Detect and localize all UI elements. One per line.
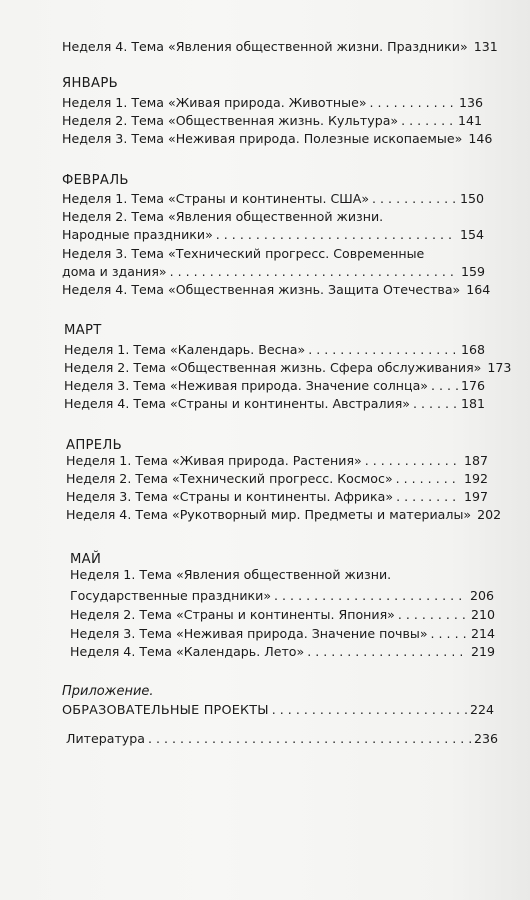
leader-dots [216, 226, 457, 244]
month-heading-february: ФЕВРАЛЬ [62, 173, 129, 188]
toc-entry-title: Неделя 3. Тема «Неживая природа. Значение почвы» [70, 626, 428, 641]
toc-entry [62, 281, 491, 299]
toc-entry [62, 226, 484, 244]
toc-entry [70, 625, 495, 643]
leader-dots [274, 587, 467, 605]
toc-entry [62, 263, 485, 281]
toc-page-number: 131 [473, 39, 498, 54]
toc-page-number: 202 [477, 507, 502, 522]
toc-entry-title: Неделя 1. Тема «Живая природа. Животные» [62, 95, 367, 110]
toc-entry [62, 701, 494, 720]
toc-page-number: 146 [468, 131, 493, 146]
toc-page-number: 206 [469, 588, 494, 603]
leader-dots [413, 395, 458, 413]
toc-page-number: 197 [463, 489, 488, 504]
toc-entry-title: ОБРАЗОВАТЕЛЬНЫЕ ПРОЕКТЫ [62, 703, 269, 718]
toc-entry-title: Неделя 4. Тема «Календарь. Лето» [70, 644, 305, 659]
toc-page-number: 214 [470, 626, 495, 641]
toc-entry [66, 470, 488, 488]
toc-entry-title: Неделя 4. Тема «Рукотворный мир. Предметы и материалы» [66, 507, 472, 522]
toc-page-number: 141 [457, 113, 482, 128]
toc-entry [64, 341, 485, 359]
leader-dots [431, 625, 468, 643]
toc-entry-title: Неделя 1. Тема «Страны и континенты. США» [62, 191, 370, 206]
leader-dots [396, 488, 461, 506]
appendix-label: Приложение. [62, 684, 154, 699]
toc-entry [64, 359, 512, 377]
toc-entry-title: Неделя 1. Тема «Живая природа. Растения» [66, 453, 362, 468]
toc-entry-title: Неделя 3. Тема «Неживая природа. Значение солнца» [64, 378, 428, 393]
toc-page-number: 187 [463, 453, 488, 468]
toc-page-number: 154 [459, 227, 484, 242]
toc-entry [66, 730, 498, 748]
toc-entry-title: Неделя 1. Тема «Календарь. Весна» [64, 342, 306, 357]
leader-dots [370, 94, 456, 112]
toc-entry-title-line: Неделя 3. Тема «Технический прогресс. Современные [62, 246, 425, 261]
toc-entry [70, 606, 495, 624]
toc-entry-title: дома и здания» [62, 264, 167, 279]
toc-page-number: 164 [466, 282, 491, 297]
leader-dots [170, 263, 458, 281]
toc-entry [70, 643, 495, 661]
toc-page-number: 224 [469, 702, 494, 717]
toc-entry-title: Неделя 4. Тема «Страны и континенты. Австралия» [64, 396, 410, 411]
leader-dots [401, 112, 455, 130]
toc-entry [62, 130, 493, 148]
toc-entry [66, 452, 488, 470]
month-heading-may: МАЙ [70, 552, 102, 567]
leader-dots [307, 643, 468, 661]
toc-entry-title-line: Неделя 2. Тема «Явления общественной жизни. [62, 209, 384, 224]
toc-entry-title: Неделя 4. Тема «Явления общественной жизни. Праздники» [62, 39, 468, 54]
month-heading-march: МАРТ [64, 323, 102, 338]
toc-page-number: 181 [460, 396, 485, 411]
leader-dots [431, 377, 458, 395]
toc-entry [62, 190, 484, 208]
toc-page-number: 219 [470, 644, 495, 659]
toc-page-number: 136 [458, 95, 483, 110]
toc-entry [70, 587, 494, 605]
toc-entry-title: Неделя 3. Тема «Страны и континенты. Африка» [66, 489, 394, 504]
toc-page-number: 236 [473, 731, 498, 746]
toc-entry [66, 506, 502, 524]
month-heading-april: АПРЕЛЬ [66, 438, 122, 453]
toc-page-number: 150 [459, 191, 484, 206]
leader-dots [398, 606, 468, 624]
toc-entry [64, 377, 485, 395]
toc-entry-title: Неделя 3. Тема «Неживая природа. Полезные ископаемые» [62, 131, 463, 146]
toc-entry [62, 112, 482, 130]
toc-page-number: 176 [460, 378, 485, 393]
toc-entry-title: Неделя 4. Тема «Общественная жизнь. Защита Отечества» [62, 282, 461, 297]
toc-entry-title: Государственные праздники» [70, 588, 272, 603]
toc-entry [66, 488, 488, 506]
leader-dots [372, 190, 457, 208]
toc-page-number: 210 [470, 607, 495, 622]
toc-entry [62, 38, 498, 56]
toc-entry [62, 94, 483, 112]
leader-dots [272, 701, 467, 719]
toc-page-number: 173 [487, 360, 512, 375]
toc-entry-title: Народные праздники» [62, 227, 213, 242]
leader-dots [148, 730, 471, 748]
toc-entry-title: Неделя 2. Тема «Страны и континенты. Япония» [70, 607, 395, 622]
leader-dots [308, 341, 458, 359]
toc-page-number: 168 [460, 342, 485, 357]
leader-dots [365, 452, 461, 470]
month-heading-january: ЯНВАРЬ [62, 76, 118, 91]
toc-entry [64, 395, 485, 413]
leader-dots [396, 470, 461, 488]
toc-entry-title: Неделя 2. Тема «Общественная жизнь. Культура» [62, 113, 399, 128]
toc-entry-title: Неделя 2. Тема «Технический прогресс. Космос» [66, 471, 393, 486]
toc-page-number: 159 [460, 264, 485, 279]
toc-entry-title: Литература [66, 731, 145, 746]
toc-entry-title: Неделя 2. Тема «Общественная жизнь. Сфера обслуживания» [64, 360, 482, 375]
toc-page-number: 192 [463, 471, 488, 486]
toc-entry-title-line: Неделя 1. Тема «Явления общественной жизни. [70, 567, 392, 582]
